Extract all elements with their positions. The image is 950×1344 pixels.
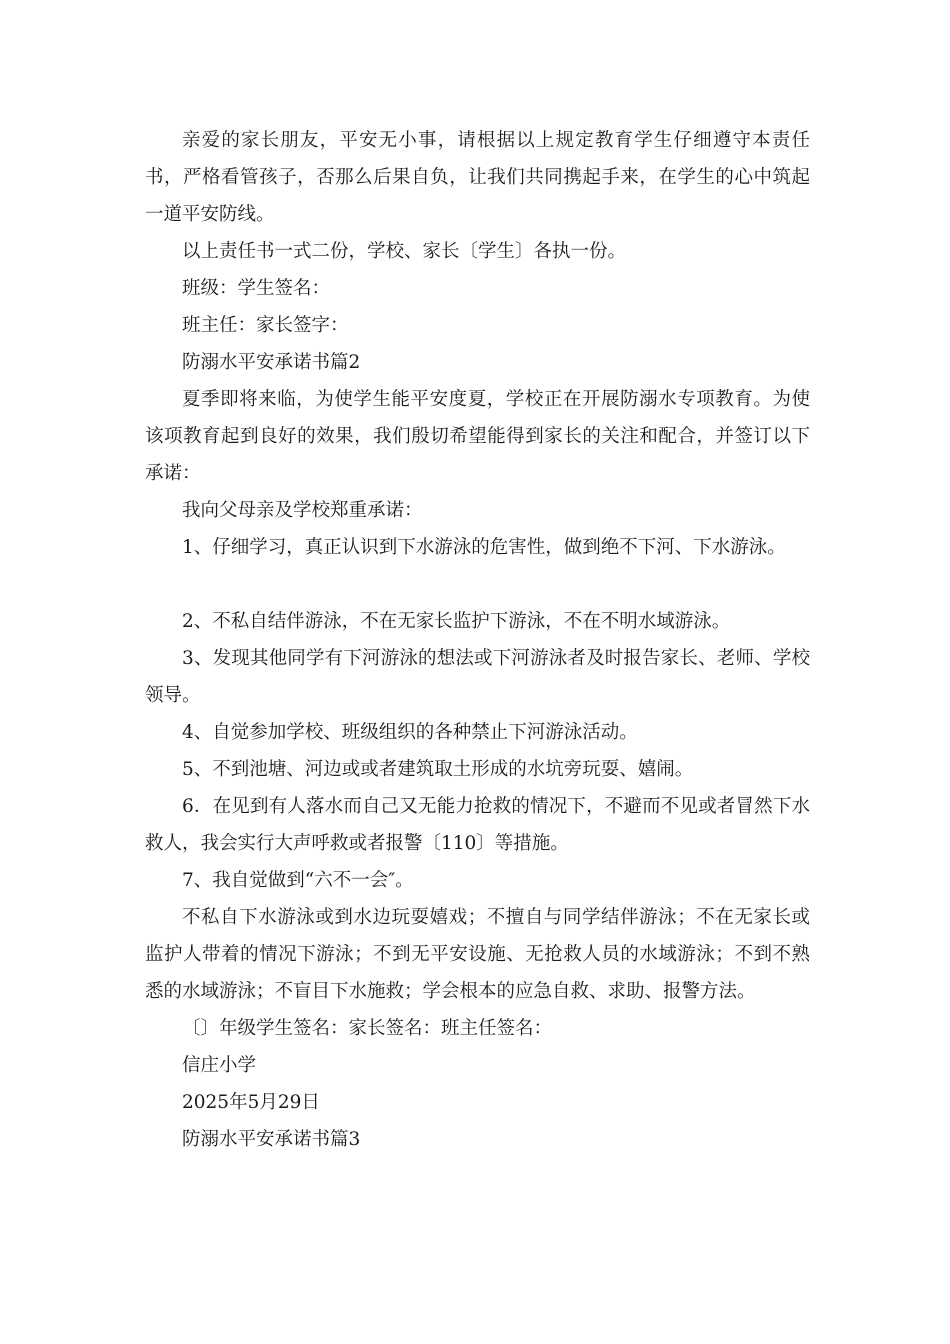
pledge-item-1: 1、仔细学习，真正认识到下水游泳的危害性，做到绝不下河、下水游泳。 (182, 537, 786, 558)
pledge-item-5: 5、不到池塘、河边或或者建筑取土形成的水坑旁玩耍、嬉闹。 (182, 759, 694, 780)
section-heading-3: 防溺水平安承诺书篇3 (182, 1129, 361, 1150)
document-body (145, 122, 810, 1158)
section-heading-2: 防溺水平安承诺书篇2 (182, 352, 361, 373)
paragraph-parent-notice: 亲爱的家长朋友，平安无小事，请根据以上规定教育学生仔细遵守本责任书，严格看管孩子，否那么后果自负，让我们共同携起手来，在学生的心中筑起一道平安防线。 (145, 130, 810, 225)
pledge-item-7: 7、我自觉做到“六不一会″。 (182, 870, 414, 891)
pledge-item-3: 3、发现其他同学有下河游泳的想法或下河游泳者及时报告家长、老师、学校领导。 (145, 648, 810, 706)
paragraph-intro: 夏季即将来临，为使学生能平安度夏，学校正在开展防溺水专项教育。为使该项教育起到良好的效果，我们殷切希望能得到家长的关注和配合，并签订以下承诺： (145, 389, 810, 484)
paragraph-copies: 以上责任书一式二份，学校、家长〔学生〕各执一份。 (182, 241, 627, 262)
document-date: 2025年5月29日 (182, 1092, 320, 1113)
blank-line (145, 566, 810, 603)
signature-line-teacher-parent: 班主任：家长签字： (182, 315, 349, 336)
paragraph-six-nots: 不私自下水游泳或到水边玩耍嬉戏；不擅自与同学结伴游泳；不在无家长或监护人带着的情况下游泳；不到无平安设施、无抢救人员的水域游泳；不到不熟悉的水域游泳；不盲目下水施救；学会根本的应急自救、求助、报警方法。 (145, 907, 810, 1002)
pledge-item-4: 4、自觉参加学校、班级组织的各种禁止下河游泳活动。 (182, 722, 638, 743)
signature-line-grade: 〔〕年级学生签名：家长签名：班主任签名： (182, 1018, 553, 1039)
paragraph-pledge-lead: 我向父母亲及学校郑重承诺： (182, 500, 423, 521)
signature-line-class-student: 班级：学生签名： (182, 278, 331, 299)
school-name: 信庄小学 (182, 1055, 257, 1076)
pledge-item-2: 2、不私自结伴游泳，不在无家长监护下游泳，不在不明水域游泳。 (182, 611, 731, 632)
pledge-item-6: 6．在见到有人落水而自己又无能力抢救的情况下，不避而不见或者冒然下水救人，我会实行大声呼救或者报警〔110〕等措施。 (145, 796, 810, 854)
